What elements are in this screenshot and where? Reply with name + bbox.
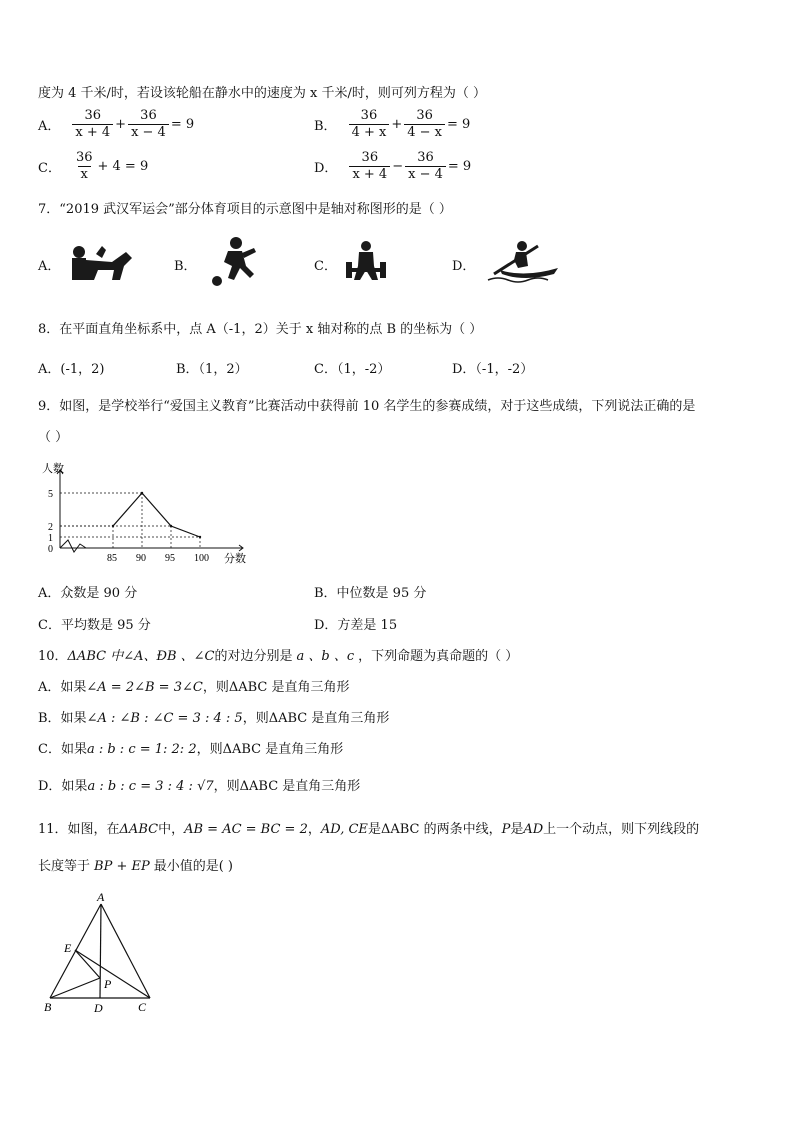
label-d: D [94,1001,103,1015]
data-point [112,525,114,527]
y-tick-label: 2 [48,522,53,533]
canoe-icon [484,238,564,284]
q10-stem: 10．ΔABC 中∠A、ÐB 、∠C的对边分别是 a 、b 、c ，下列命题为真命题的（ ） [38,649,519,664]
data-point [199,536,201,538]
q7-label-a[interactable]: A． [38,259,61,274]
q10-option-a[interactable]: A．如果∠A = 2∠B = 3∠C，则ΔABC 是直角三角形 [38,680,350,695]
q11-stem-line1: 11．如图，在ΔABC中，AB = AC = BC = 2，AD, CE是ΔABC 的两条中线，P是AD上一个动点，则下列线段的 [38,822,700,837]
y-axis-label: 人数 [42,463,64,475]
q6-option-a[interactable]: A． $\frac{36}{x + 4}$ + $\frac{36}{x - 4}$ = 9 [38,108,195,140]
football-icon [206,236,264,288]
q8-option-c[interactable]: C．（1，-2） [314,362,391,377]
q9-option-d[interactable]: D．方差是 15 [314,618,398,633]
weightlifting-icon [344,240,388,284]
q10-option-d[interactable]: D．如果a : b : c = 3 : 4 : √7，则ΔABC 是直角三角形 [38,779,361,794]
q7-label-b[interactable]: B． [174,259,197,274]
label-p: P [104,977,112,991]
y-tick-label: 1 [48,533,53,544]
q8-option-b[interactable]: B．（1，2） [176,362,248,377]
x-tick-label: 95 [165,553,175,564]
score-line-chart [38,460,258,570]
q8-option-a[interactable]: A．(-1，2) [38,362,105,377]
q11-stem-line2: 长度等于 BP + EP 最小值的是( ) [38,859,233,874]
q9-option-b[interactable]: B．中位数是 95 分 [314,586,427,601]
q6-option-d[interactable]: D． $\frac{36}{x + 4}$ − $\frac{36}{x - 4}$ = 9 [314,150,472,182]
x-tick-label: 100 [194,553,209,564]
q9-option-c[interactable]: C．平均数是 95 分 [38,618,151,633]
q9-stem-line1: 9．如图，是学校举行“爱国主义教育”比赛活动中获得前 10 名学生的参赛成绩，对于这些成绩，下列说法正确的是 [38,399,696,414]
x-tick-label: 90 [136,553,146,564]
x-tick-label: 85 [107,553,117,564]
axis-break [60,540,86,552]
q9-stem-line2: （ ） [38,430,69,445]
q8-stem: 8．在平面直角坐标系中，点 A（-1，2）关于 x 轴对称的点 B 的坐标为（ ） [38,322,483,337]
q7-label-d[interactable]: D． [452,259,476,274]
triangle-figure [40,890,170,1018]
q7-label-c[interactable]: C． [314,259,337,274]
x-axis-label: 分数 [224,553,246,565]
equestrian-icon [68,240,138,284]
q7-stem: 7．“2019 武汉军运会”部分体育项目的示意图中是轴对称图形的是（ ） [38,202,452,217]
label-e: E [64,941,72,955]
q8-option-d[interactable]: D．（-1，-2） [452,362,534,377]
q6-stem: 度为 4 千米/时，若设该轮船在静水中的速度为 x 千米/时，则可列方程为（ ） [38,86,487,101]
q10-option-b[interactable]: B．如果∠A : ∠B : ∠C = 3 : 4 : 5，则ΔABC 是直角三角形 [38,711,390,726]
y-tick-label: 0 [48,544,53,555]
label-a: A [97,890,105,904]
label-c: C [138,1000,147,1014]
data-point [170,525,172,527]
label-b: B [44,1000,52,1014]
series-line [113,493,200,537]
y-tick-label: 5 [48,489,53,500]
q9-option-a[interactable]: A．众数是 90 分 [38,586,138,601]
data-point [141,492,143,494]
q10-option-c[interactable]: C．如果a : b : c = 1: 2: 2，则ΔABC 是直角三角形 [38,742,344,757]
q6-option-c[interactable]: C． $\frac{36}{x}$ + 4 = 9 [38,150,149,182]
q6-option-b[interactable]: B． $\frac{36}{4 + x}$ + $\frac{36}{4 - x}$ = 9 [314,108,471,140]
